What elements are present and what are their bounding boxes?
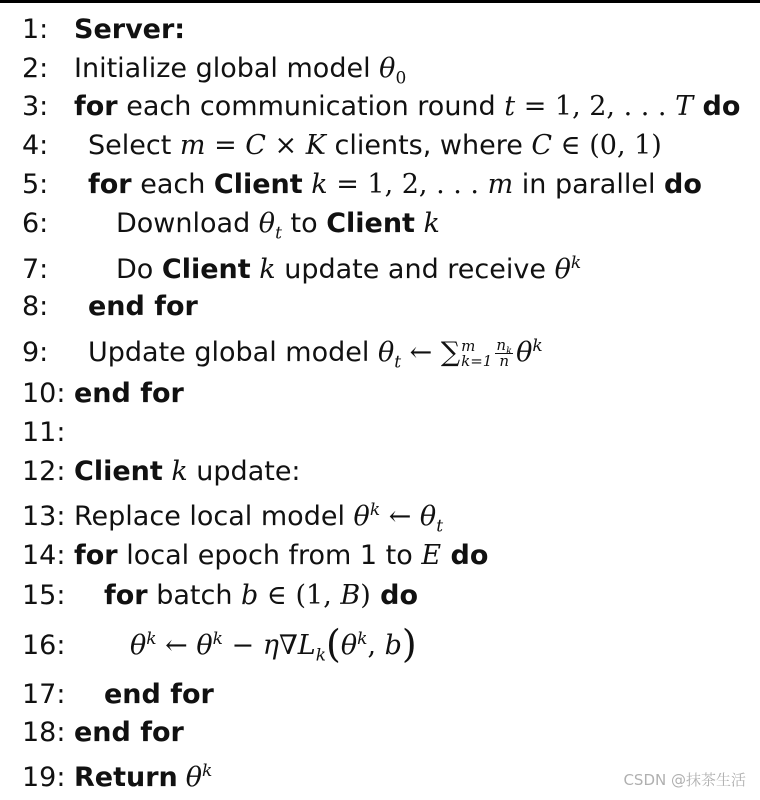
line-text: Select (88, 130, 180, 161)
line-number: 9: (22, 337, 49, 368)
theta-symbol: θ (185, 762, 203, 793)
math-var: C (531, 130, 553, 161)
superscript: k (369, 500, 381, 520)
math-var: k (162, 456, 188, 487)
algo-line-9 (22, 333, 543, 373)
keyword: Client (74, 456, 163, 487)
subscript: t (436, 516, 444, 537)
line-number: 11: (22, 417, 66, 448)
algo-line-15 (22, 576, 418, 616)
keyword: do (441, 540, 489, 571)
algo-line-13 (22, 497, 443, 537)
subscript: t (275, 223, 282, 244)
theta-symbol: θ (377, 337, 395, 368)
math-var: b (384, 630, 402, 661)
subscript: k (315, 645, 327, 666)
top-rule (0, 0, 760, 3)
sum-symbol: ∑ (440, 337, 461, 368)
math-text: ∈ (0, 1) (552, 130, 662, 161)
keyword: Client (213, 169, 303, 200)
math-var: k (250, 254, 276, 285)
subscript: 0 (395, 68, 407, 89)
superscript: k (202, 761, 213, 781)
theta-symbol: θ (196, 630, 213, 661)
line-text: each communication round (117, 91, 505, 122)
fraction-denominator: n (499, 352, 510, 370)
subscript: t (394, 352, 402, 373)
loss-symbol: L (297, 630, 316, 661)
arrow-symbol: ← (156, 630, 197, 661)
math-var: B (340, 580, 361, 611)
theta-symbol: θ (419, 501, 437, 532)
keyword: Client (161, 254, 251, 285)
line-number: 5: (22, 169, 49, 200)
math-var: m (179, 130, 206, 161)
line-text: Do (116, 254, 162, 285)
line-number: 10: (22, 378, 66, 409)
fraction (495, 338, 513, 369)
fraction-n: n (496, 336, 507, 354)
fraction-k: k (506, 346, 513, 357)
sum-upper: m (461, 336, 476, 355)
line-text: update: (187, 456, 301, 487)
algo-line-6 (22, 204, 440, 244)
line-text: Initialize global model (74, 53, 380, 84)
line-number: 15: (22, 580, 66, 611)
keyword: Return (74, 762, 178, 793)
algo-line-8 (22, 287, 198, 327)
math-text: = (205, 130, 246, 161)
line-number: 16: (22, 630, 66, 661)
algo-line-11 (22, 413, 74, 453)
keyword: do (370, 580, 419, 611)
superscript: k (357, 629, 368, 649)
arrow-symbol: ← (380, 501, 420, 532)
math-var: t (504, 91, 516, 122)
line-text: Update global model (88, 337, 378, 368)
math-text: = 1, 2, . . . (515, 91, 676, 122)
line-text: to (281, 208, 327, 239)
keyword: for (104, 580, 148, 611)
left-paren: ( (326, 622, 341, 666)
math-var: C (245, 130, 266, 161)
math-text: × (265, 130, 306, 161)
sum-lower: k=1 (461, 351, 493, 370)
line-number: 17: (22, 679, 66, 710)
line-text: Replace local model (74, 501, 354, 532)
algo-line-7 (22, 250, 581, 290)
theta-symbol: θ (516, 337, 533, 368)
line-number: 19: (22, 762, 66, 793)
line-number: 3: (22, 91, 49, 122)
algo-line-1 (22, 10, 185, 50)
algo-line-18 (22, 713, 184, 753)
line-text: Download (116, 208, 259, 239)
math-text: ) (360, 580, 371, 611)
eta-symbol: η (262, 630, 279, 661)
superscript: k (532, 336, 543, 356)
right-paren: ) (401, 622, 417, 666)
arrow-symbol: ← (401, 337, 441, 368)
theta-symbol: θ (554, 254, 571, 285)
line-number: 7: (22, 254, 49, 285)
algo-line-14 (22, 536, 488, 576)
line-number: 12: (22, 456, 66, 487)
minus-symbol: − (222, 630, 263, 661)
keyword: do (693, 91, 741, 122)
math-text: = 1, 2, . . . (327, 169, 488, 200)
math-var: E (421, 540, 442, 571)
algo-line-10 (22, 374, 184, 414)
formula-indent (74, 630, 130, 661)
algo-line-16 (22, 624, 417, 664)
line-number: 4: (22, 130, 49, 161)
theta-symbol: θ (379, 53, 396, 84)
line-text: each (131, 169, 214, 200)
superscript: k (146, 629, 157, 649)
math-text: , (367, 630, 385, 661)
line-number: 6: (22, 208, 49, 239)
superscript: k (570, 253, 582, 273)
theta-symbol: θ (130, 630, 147, 661)
line-text: update and receive (275, 254, 555, 285)
line-text: batch (147, 580, 242, 611)
math-text: ∈ (1, (258, 580, 341, 611)
theta-symbol: θ (340, 630, 358, 661)
math-var: k (414, 208, 440, 239)
math-var: m (487, 169, 514, 200)
theta-symbol: θ (353, 501, 370, 532)
keyword: for (74, 540, 118, 571)
nabla-symbol: ∇ (278, 630, 298, 661)
theta-symbol: θ (258, 208, 276, 239)
keyword: for (88, 169, 132, 200)
math-var: K (305, 130, 326, 161)
keyword: end for (74, 378, 184, 409)
line-text: in parallel (513, 169, 665, 200)
keyword: Server: (74, 14, 186, 45)
keyword: end for (74, 717, 184, 748)
keyword: end for (88, 291, 198, 322)
algo-line-3 (22, 87, 740, 127)
line-number: 18: (22, 717, 66, 748)
line-number: 2: (22, 53, 49, 84)
algo-line-17 (22, 675, 214, 715)
superscript: k (212, 629, 223, 649)
keyword: end for (104, 679, 214, 710)
line-number: 14: (22, 540, 66, 571)
line-number: 8: (22, 291, 49, 322)
algo-line-5 (22, 165, 702, 205)
math-var: T (675, 91, 694, 122)
line-text: clients, where (325, 130, 532, 161)
math-var: k (302, 169, 328, 200)
line-number: 13: (22, 501, 66, 532)
algo-line-19 (22, 758, 212, 798)
watermark: CSDN @抹茶生活 (623, 771, 746, 789)
keyword: for (74, 91, 118, 122)
keyword: do (664, 169, 702, 200)
keyword: Client (326, 208, 415, 239)
algo-line-4 (22, 126, 662, 166)
line-text: local epoch from 1 to (117, 540, 422, 571)
algo-line-2 (22, 49, 406, 89)
math-var: b (241, 580, 259, 611)
sum-limits (461, 336, 493, 370)
line-number: 1: (22, 14, 49, 45)
algo-line-12 (22, 452, 301, 492)
